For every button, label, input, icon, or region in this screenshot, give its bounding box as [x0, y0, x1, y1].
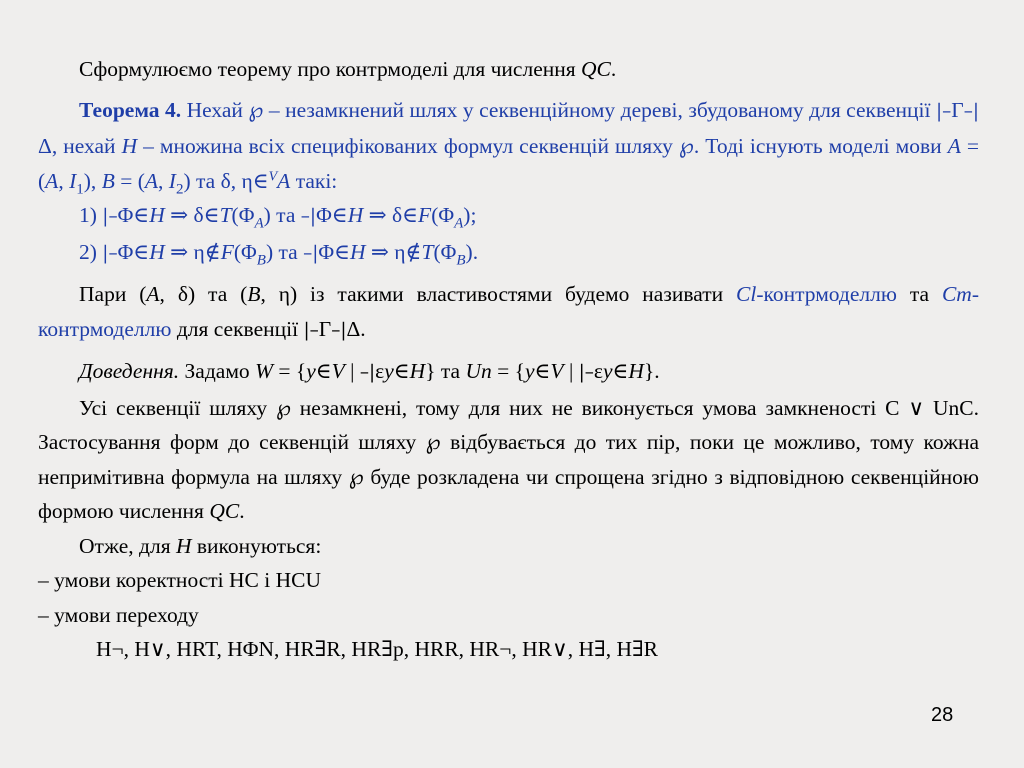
therefore-line: Отже, для H виконуються:	[79, 533, 322, 558]
intro-sentence: Сформулюємо теорему про контрмоделі для числення QC.	[79, 57, 617, 81]
theorem-item-2: 2) |–Φ∈H ⇒ $\eta\notin F(\Phi_B)$ та –|Φ∈H ⇒ $\eta\notin T(\Phi_B)$.	[79, 239, 479, 268]
page-number: 28	[931, 704, 954, 726]
condition-item: – умови переходу	[38, 602, 199, 627]
slide-content	[38, 52, 979, 667]
proof-paragraph: Доведення. Задамо W = {y∈V | –|εy∈H} та Un = {y∈V | |–εy∈H}.	[79, 359, 660, 383]
pairs-paragraph: Пари (A, δ) та (B, η) із такими властивостями будемо називати Cl-контрмоделлю та Cm-контрмоделлю для секвенції |–Γ–|Δ.	[38, 282, 980, 341]
theorem-label: Теорема 4.	[79, 97, 182, 122]
theorem-block: Теорема 4. Нехай ℘ – незамкнений шлях у секвенційному дереві, збудованому для секвенції |–Γ–|Δ, нехай H – множина всіх специфікованих формул секвенцій шляху ℘. Тоді існують моделі мови A = (A, $I_1$), B = (A, $I_2$) та δ, η∈$^V$A такі:	[38, 97, 979, 197]
proof-label: Доведення.	[79, 359, 180, 383]
path-paragraph: Усі секвенції шляху ℘ незамкнені, тому для них не виконується умова замкненості C ∨ UnC. Застосування форм до секвенцій шляху ℘ відбувається до тих пір, поки це можливо, тому кожна непримітивна формула на шляху ℘ буде розкладена чи спрощена згідно з відповідною секвенційною формою числення QC.	[38, 395, 979, 523]
rules-list: H¬, H∨, HRT, HΦN, HR∃R, HR∃p, HRR, HR¬, HR∨, H∃, H∃R	[96, 637, 658, 661]
theorem-item-1: 1) |–Φ∈H ⇒ $\delta\in T(\Phi_A)$ та –|Φ∈H ⇒ $\delta\in F(\Phi_A)$;	[79, 203, 477, 232]
condition-item: – умови коректності HC і HCU	[38, 568, 321, 592]
